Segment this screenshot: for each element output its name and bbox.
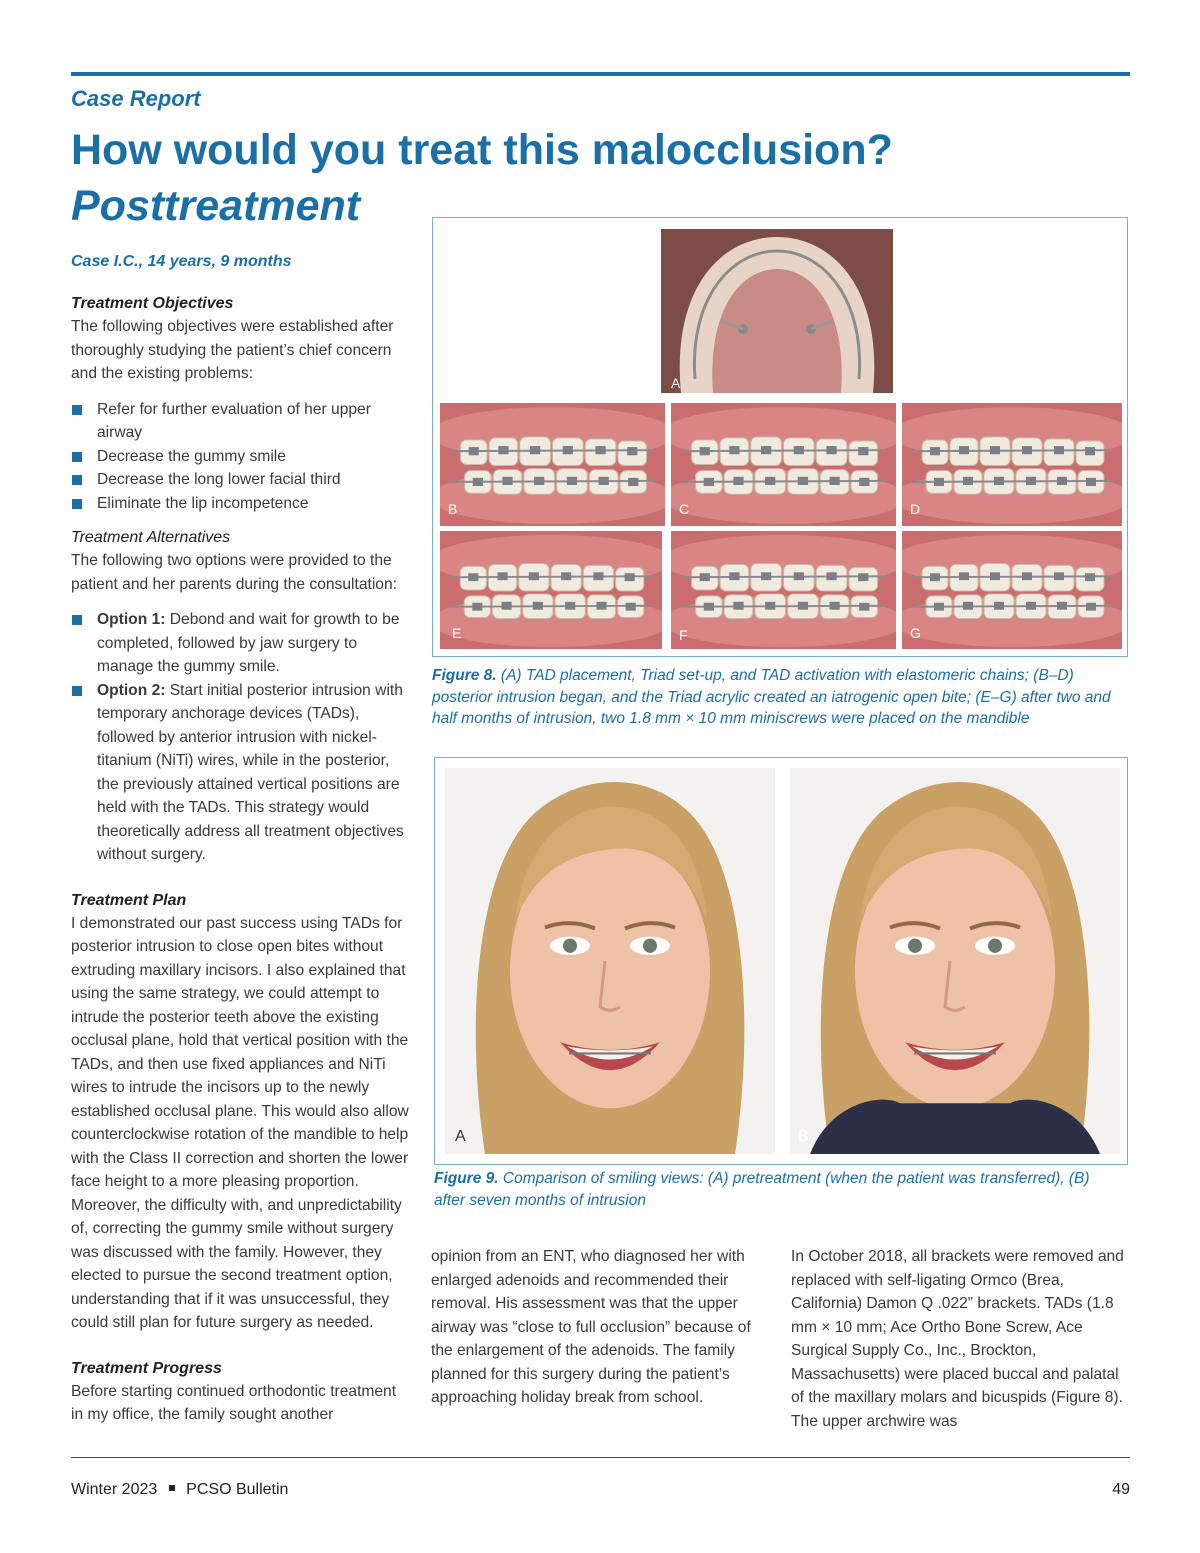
option-label: Option 2: bbox=[97, 681, 166, 699]
photo-8c bbox=[671, 403, 896, 526]
col3-text: In October 2018, all brackets were removed and replaced with self-ligating Ormco (Brea, California) Damon Q .022” brackets. TADs (1.8 mm × 10 mm; Ace Ortho Bone Screw, Ace Surgical Supply Co., Inc., Brockton, Massachusetts) were placed buccal and palatal of the maxillary molars and bicuspids (Figure 8). The upper archwire was bbox=[791, 1248, 1124, 1430]
objectives-list bbox=[71, 398, 411, 516]
photo-9a-pretreatment bbox=[445, 768, 775, 1154]
figure-8 bbox=[432, 217, 1128, 657]
left-column bbox=[71, 292, 411, 1427]
figure-9-caption bbox=[434, 1168, 1124, 1211]
alternatives-heading: Treatment Alternatives bbox=[71, 529, 231, 546]
list-item: Refer for further evaluation of her upper airway bbox=[71, 398, 411, 445]
list-item: Decrease the long lower facial third bbox=[71, 468, 411, 492]
photo-8a-occlusal bbox=[661, 229, 893, 393]
figure-label: B bbox=[798, 1128, 809, 1145]
objectives-heading: Treatment Objectives bbox=[71, 295, 234, 312]
photo-8b bbox=[440, 403, 665, 526]
caption-text: (A) TAD placement, Triad set-up, and TAD activation with elastomeric chains; (B–D) posterior intrusion began, and the Triad acrylic created an iatrogenic open bite; (E–G) after two and half months of intrusion, two 1.8 mm × 10 mm miniscrews were placed on the mandible bbox=[432, 667, 1111, 727]
top-rule bbox=[71, 72, 1130, 76]
option-text: Start initial posterior intrusion with temporary anchorage devices (TADs), followed by anterior intrusion with nickel-titanium (NiTi) wires, while in the posterior, the previously attained vertical positions are held with the TADs. This strategy would theoretically address all treatment objectives without surgery. bbox=[97, 681, 404, 863]
option-text: Debond and wait for growth to be completed, followed by jaw surgery to manage the gummy smile. bbox=[97, 611, 400, 675]
list-item: Decrease the gummy smile bbox=[71, 445, 411, 469]
section-kicker: Case Report bbox=[71, 86, 201, 111]
col2-text: opinion from an ENT, who diagnosed her with enlarged adenoids and recommended their removal. His assessment was that the upper airway was “close to full occlusion” because of the enlargement of the adenoids. The family planned for this surgery during the patient’s approaching holiday break from school. bbox=[431, 1248, 751, 1406]
figure-label: E bbox=[452, 625, 462, 641]
footer-issue: Winter 2023 bbox=[71, 1481, 158, 1498]
photo-8d bbox=[902, 403, 1122, 526]
footer-publication: PCSO Bulletin bbox=[186, 1481, 289, 1498]
list-item: Eliminate the lip incompetence bbox=[71, 492, 411, 516]
plan-text: I demonstrated our past success using TADs for posterior intrusion to close open bites without extruding maxillary incisors. I also explained that using the same strategy, we could attempt to intrude the posterior teeth above the existing occlusal plane, hold that vertical position with the TADs, and then use fixed appliances and NiTi wires to intrude the incisors up to the newly established occlusal plane. This would also allow counterclockwise rotation of the mandible to help with the Class II correction and shorten the lower face height to a more pleasing proportion. Moreover, the difficulty with, and unpredictability of, correcting the gummy smile without surgery was discussed with the family. However, they elected to pursue the second treatment option, understanding that if it was unsuccessful, they could still plan for future surgery as needed. bbox=[71, 914, 409, 1331]
figure-label: C bbox=[679, 501, 690, 517]
title-main: How would you treat this malocclusion? bbox=[71, 126, 893, 174]
photo-8f bbox=[671, 531, 896, 649]
objectives-intro: The following objectives were established after thoroughly studying the patient’s chief concern and the existing problems: bbox=[71, 318, 394, 382]
separator-icon bbox=[169, 1485, 175, 1491]
photo-8g bbox=[902, 531, 1122, 649]
right-column bbox=[791, 1245, 1131, 1433]
progress-text: Before starting continued orthodontic treatment in my office, the family sought another bbox=[71, 1382, 397, 1423]
caption-label: Figure 9. bbox=[434, 1170, 499, 1187]
page-number: 49 bbox=[1112, 1481, 1130, 1498]
bottom-rule bbox=[71, 1457, 1130, 1458]
progress-heading: Treatment Progress bbox=[71, 1359, 222, 1377]
figure-label: G bbox=[910, 625, 921, 641]
figure-label: A bbox=[455, 1128, 466, 1145]
photo-8e bbox=[440, 531, 662, 649]
plan-heading: Treatment Plan bbox=[71, 891, 187, 909]
option-label: Option 1: bbox=[97, 611, 166, 628]
list-item bbox=[71, 679, 411, 867]
caption-label: Figure 8. bbox=[432, 667, 497, 684]
figure-label: D bbox=[910, 501, 921, 517]
figure-9 bbox=[434, 757, 1128, 1165]
title-subtitle: Posttreatment bbox=[71, 182, 361, 230]
figure-label: A bbox=[671, 375, 681, 391]
alternatives-list bbox=[71, 608, 411, 867]
list-item bbox=[71, 608, 411, 679]
case-line: Case I.C., 14 years, 9 months bbox=[71, 253, 292, 270]
footer-left bbox=[71, 1481, 288, 1499]
caption-text: Comparison of smiling views: (A) pretreatment (when the patient was transferred), (B) after seven months of intrusion bbox=[434, 1170, 1090, 1209]
figure-8-caption bbox=[432, 665, 1130, 730]
figure-label: F bbox=[679, 627, 688, 643]
photo-9b-intrusion bbox=[790, 768, 1120, 1154]
alternatives-intro: The following two options were provided to the patient and her parents during the consultation: bbox=[71, 552, 397, 593]
middle-column bbox=[431, 1245, 769, 1410]
figure-label: B bbox=[448, 501, 458, 517]
